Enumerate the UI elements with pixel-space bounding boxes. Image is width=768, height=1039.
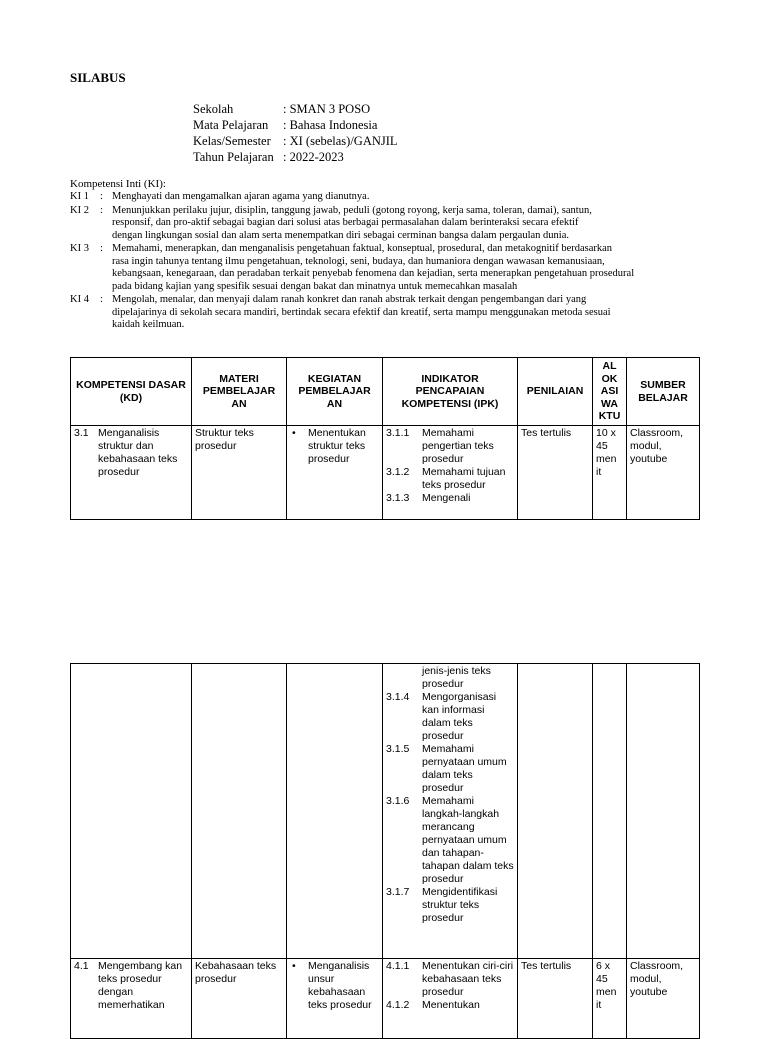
ki-line: rasa ingin tahunya tentang ilmu pengetahuan, teknologi, seni, budaya, dan humaniora dengan wawasan kemanusiaan, xyxy=(112,255,605,267)
ipk-item xyxy=(386,743,514,795)
ipk-item xyxy=(386,886,514,925)
alokasi-cell xyxy=(593,664,627,959)
ipk-text: jenis-jenis teks prosedur xyxy=(422,665,491,690)
ipk-item xyxy=(386,691,514,743)
syllabus-table-continued xyxy=(70,663,700,1039)
ki-line: dipelajarinya di sekolah secara mandiri, bertindak secara efektif dan kreatif, serta mampu menggunakan metoda sesuai xyxy=(112,306,611,318)
kegiatan-cell xyxy=(287,664,383,959)
info-row-school xyxy=(193,101,398,117)
syllabus-table xyxy=(70,357,700,520)
info-label: Tahun Pelajaran xyxy=(193,150,274,164)
ki-line: Menghayati dan mengamalkan ajaran agama yang dianutnya. xyxy=(112,191,370,202)
ipk-text: Memahami pengertian teks prosedur xyxy=(422,427,494,465)
ipk-number: 3.1.2 xyxy=(386,466,410,478)
ki-heading: Kompetensi Inti (KI): xyxy=(70,178,166,190)
ipk-item xyxy=(386,795,514,886)
header-materi: MATERI PEMBELAJAR AN xyxy=(192,358,287,426)
table-row xyxy=(71,426,700,520)
ipk-cell xyxy=(383,426,518,520)
table-row xyxy=(71,664,700,959)
ki-line: kebangsaan, kenegaraan, dan peradaban terkait penyebab fenomena dan kejadian, serta menerapkan pengetahuan prosedural xyxy=(112,268,635,279)
ki-item: KI 3 : Memahami, menerapkan, dan menganalisis pengetahuan faktual, konseptual, prosedural, dan metakognitif berdasarkan rasa ingin tahunya tentang ilmu pengetahuan, teknologi, seni, budaya, dan humaniora dengan wawasan kemanusiaan, kebangsaan, kenegaraan, dan peradaban terkait penyebab fenomena dan kejadian, serta menerapkan pengetahuan prosedural pada bidang kajian yang spesifik sesuai dengan bakat dan minatnya untuk memecahkan masalah xyxy=(70,243,698,293)
info-value: : 2022-2023 xyxy=(283,150,344,164)
ipk-item xyxy=(386,665,514,691)
alokasi-cell: 10 x 45 men it xyxy=(593,426,627,520)
kd-cell xyxy=(71,959,192,1039)
ipk-text: Menentukan ciri-ciri kebahasaan teks prosedur xyxy=(422,960,514,998)
ipk-cell xyxy=(383,959,518,1039)
ki-code: KI 2 xyxy=(70,204,89,216)
ipk-cell xyxy=(383,664,518,959)
ki-item: KI 1 : Menghayati dan mengamalkan ajaran agama yang dianutnya. xyxy=(70,191,698,204)
sumber-cell: Classroom, modul, youtube xyxy=(627,959,700,1039)
info-label: Sekolah xyxy=(193,102,234,116)
ipk-text: Mengidentifikasi struktur teks prosedur xyxy=(422,886,498,924)
ipk-number: 4.1.1 xyxy=(386,960,410,972)
ipk-text: Memahami langkah-langkah merancang pernyataan umum dan tahapan-tahapan dalam teks prosedur xyxy=(422,795,514,885)
ki-line: responsif, dan pro-aktif sebagai bagian dari solusi atas berbagai permasalahan dalam berinteraksi secara efektif xyxy=(112,217,579,228)
ki-line: kaidah keilmuan. xyxy=(112,319,185,330)
ipk-number: 3.1.7 xyxy=(386,886,410,898)
ipk-number: 3.1.6 xyxy=(386,795,410,807)
ipk-number: 3.1.4 xyxy=(386,691,410,703)
ki-item: KI 4 : Mengolah, menalar, dan menyaji dalam ranah konkret dan ranah abstrak terkait dengan pengembangan dari yang dipelajarinya di sekolah secara mandiri, bertindak secara efektif dan kreatif, serta mampu menggunakan metoda sesuai kaidah keilmuan. xyxy=(70,294,698,332)
materi-cell: Kebahasaan teks prosedur xyxy=(192,959,287,1039)
ki-code: KI 4 xyxy=(70,294,89,305)
ipk-text: Memahami pernyataan umum dalam teks prosedur xyxy=(422,743,507,794)
ipk-text: Mengorganisasi kan informasi dalam teks prosedur xyxy=(422,691,497,742)
kegiatan-cell xyxy=(287,959,383,1039)
penilaian-cell: Tes tertulis xyxy=(518,959,593,1039)
ki-code: KI 1 xyxy=(70,191,89,202)
kd-cell xyxy=(71,664,192,959)
ki-list xyxy=(70,191,698,333)
ki-code: KI 3 xyxy=(70,243,89,254)
ipk-number: 3.1.1 xyxy=(386,427,410,439)
ki-line: Mengolah, menalar, dan menyaji dalam ranah konkret dan ranah abstrak terkait dengan pengembangan dari yang xyxy=(112,294,587,305)
sumber-cell xyxy=(627,664,700,959)
materi-cell xyxy=(192,664,287,959)
ipk-text: Menentukan xyxy=(422,999,480,1011)
info-value: : XI (sebelas)/GANJIL xyxy=(283,134,398,148)
info-row-subject xyxy=(193,117,398,133)
document-title: SILABUS xyxy=(70,70,126,85)
header-penilaian: PENILAIAN xyxy=(518,358,593,426)
materi-cell: Struktur teks prosedur xyxy=(192,426,287,520)
school-info xyxy=(193,101,398,165)
bullet-icon: • xyxy=(292,427,296,439)
info-row-class xyxy=(193,133,398,149)
table-row xyxy=(71,959,700,1039)
kd-number: 4.1 xyxy=(74,960,89,972)
ki-line: dengan lingkungan sosial dan alam serta menempatkan diri sebagai cerminan bangsa dalam pergaulan dunia. xyxy=(112,229,569,241)
ipk-item xyxy=(386,960,514,999)
header-alokasi: AL OK ASI WA KTU xyxy=(593,358,627,426)
ipk-number: 3.1.3 xyxy=(386,492,410,504)
ki-line: pada bidang kajian yang spesifik sesuai dengan bakat dan minatnya untuk memecahkan masalah xyxy=(112,280,518,292)
kegiatan-text: Menganalisis unsur kebahasaan teks prosedur xyxy=(308,960,372,1011)
table-header-row xyxy=(71,358,700,426)
kegiatan-cell xyxy=(287,426,383,520)
ipk-number: 4.1.2 xyxy=(386,999,410,1011)
ipk-item xyxy=(386,999,514,1012)
ipk-item xyxy=(386,466,514,492)
kd-text: Mengembang kan teks prosedur dengan memerhatikan xyxy=(98,960,183,1011)
info-value: : SMAN 3 POSO xyxy=(283,102,371,116)
kegiatan-text: Menentukan struktur teks prosedur xyxy=(308,427,366,465)
header-sumber: SUMBER BELAJAR xyxy=(627,358,700,426)
sumber-cell: Classroom, modul, youtube xyxy=(627,426,700,520)
info-value: : Bahasa Indonesia xyxy=(283,118,378,132)
info-row-year xyxy=(193,149,398,165)
ki-item: KI 2 : Menunjukkan perilaku jujur, disiplin, tanggung jawab, peduli (gotong royong, kerja sama, toleran, damai), santun, responsif, dan pro-aktif sebagai bagian dari solusi atas berbagai permasalahan dalam berinteraksi secara efektif dengan lingkungan sosial dan alam serta menempatkan diri sebagai cerminan bangsa dalam pergaulan dunia. xyxy=(70,205,698,243)
kd-text: Menganalisis struktur dan kebahasaan teks prosedur xyxy=(98,427,178,478)
penilaian-cell: Tes tertulis xyxy=(518,426,593,520)
ipk-number: 3.1.5 xyxy=(386,743,410,755)
alokasi-cell: 6 x 45 men it xyxy=(593,959,627,1039)
ipk-item xyxy=(386,427,514,466)
bullet-icon: • xyxy=(292,960,296,972)
penilaian-cell xyxy=(518,664,593,959)
ki-line: Memahami, menerapkan, dan menganalisis pengetahuan faktual, konseptual, prosedural, dan metakognitif berdasarkan xyxy=(112,243,613,254)
kd-number: 3.1 xyxy=(74,427,89,439)
ipk-item xyxy=(386,492,514,505)
info-label: Mata Pelajaran xyxy=(193,118,269,132)
ipk-text: Mengenali xyxy=(422,492,471,504)
header-ipk: INDIKATOR PENCAPAIAN KOMPETENSI (IPK) xyxy=(383,358,518,426)
ki-line: Menunjukkan perilaku jujur, disiplin, tanggung jawab, peduli (gotong royong, kerja sama, toleran, damai), santun, xyxy=(112,204,592,216)
ipk-text: Memahami tujuan teks prosedur xyxy=(422,466,506,491)
info-label: Kelas/Semester xyxy=(193,134,271,148)
kd-cell xyxy=(71,426,192,520)
header-kegiatan: KEGIATAN PEMBELAJAR AN xyxy=(287,358,383,426)
header-kd: KOMPETENSI DASAR (KD) xyxy=(71,358,192,426)
